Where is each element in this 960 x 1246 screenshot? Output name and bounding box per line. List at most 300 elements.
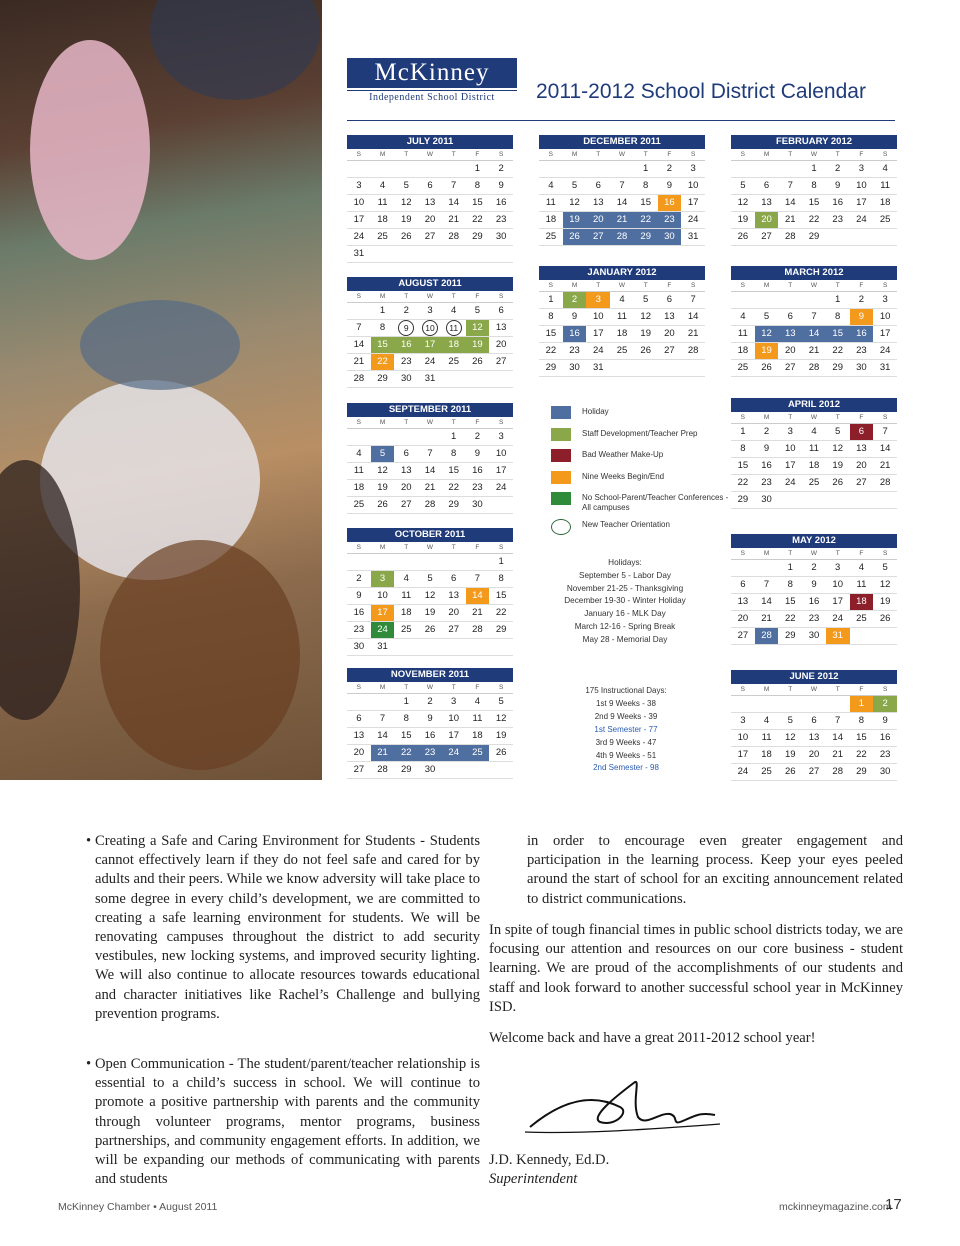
empty-day xyxy=(442,246,466,263)
day-cell: 7 xyxy=(826,713,850,730)
day-cell: 7 xyxy=(442,178,466,195)
footer-website: mckinneymagazine.com xyxy=(779,1201,892,1213)
day-cell: 9 xyxy=(658,178,682,195)
weekday-label: S xyxy=(347,149,371,161)
weekday-label: S xyxy=(731,548,755,560)
empty-day xyxy=(755,696,779,713)
day-cell: 10 xyxy=(778,441,802,458)
day-cell: 6 xyxy=(755,178,779,195)
empty-day xyxy=(489,246,513,263)
day-cell: 16 xyxy=(418,728,442,745)
empty-day xyxy=(371,694,395,711)
day-cell: 5 xyxy=(731,178,755,195)
empty-day xyxy=(489,497,513,514)
day-cell: 2 xyxy=(563,292,587,309)
day-cell: 21 xyxy=(442,212,466,229)
weekday-label: F xyxy=(658,280,682,292)
empty-day xyxy=(442,554,466,571)
day-cell: 18 xyxy=(755,747,779,764)
day-cell: 29 xyxy=(466,229,490,246)
day-cell: 22 xyxy=(634,212,658,229)
signer-name: J.D. Kennedy, Ed.D. xyxy=(489,1152,610,1168)
month-days xyxy=(347,417,513,514)
empty-day xyxy=(371,554,395,571)
weekday-label: S xyxy=(539,149,563,161)
day-cell: 27 xyxy=(658,343,682,360)
weekday-label: F xyxy=(850,684,874,696)
day-cell: 17 xyxy=(489,463,513,480)
weekday-label: F xyxy=(850,149,874,161)
empty-day xyxy=(826,696,850,713)
day-cell: 8 xyxy=(802,178,826,195)
day-cell: 4 xyxy=(371,178,395,195)
day-cell: 30 xyxy=(755,492,779,509)
footer-publication: McKinney Chamber • August 2011 xyxy=(58,1201,218,1213)
day-cell: 30 xyxy=(802,628,826,645)
day-cell: 15 xyxy=(802,195,826,212)
day-cell: 14 xyxy=(347,337,371,354)
day-cell: 6 xyxy=(418,178,442,195)
day-cell: 11 xyxy=(466,711,490,728)
day-cell: 24 xyxy=(489,480,513,497)
day-cell: 9 xyxy=(466,446,490,463)
empty-day xyxy=(394,639,418,656)
day-cell: 13 xyxy=(802,730,826,747)
day-cell: 6 xyxy=(586,178,610,195)
day-cell: 12 xyxy=(371,463,395,480)
weekday-label: S xyxy=(489,149,513,161)
day-cell: 8 xyxy=(489,571,513,588)
day-cell: 6 xyxy=(802,713,826,730)
day-cell: 8 xyxy=(371,320,395,337)
month-november-2011 xyxy=(347,668,513,779)
day-cell: 7 xyxy=(371,711,395,728)
instr-line: 4th 9 Weeks - 51 xyxy=(595,750,657,760)
day-cell: 17 xyxy=(731,747,755,764)
day-cell: 6 xyxy=(394,446,418,463)
day-cell: 12 xyxy=(634,309,658,326)
day-cell: 13 xyxy=(850,441,874,458)
day-cell: 4 xyxy=(731,309,755,326)
day-cell: 5 xyxy=(394,178,418,195)
empty-day xyxy=(489,371,513,388)
day-cell: 27 xyxy=(586,229,610,246)
day-cell: 1 xyxy=(489,554,513,571)
legend-swatch xyxy=(551,428,571,441)
day-cell: 12 xyxy=(418,588,442,605)
legend-swatch xyxy=(551,492,571,505)
day-cell: 30 xyxy=(850,360,874,377)
empty-day xyxy=(586,161,610,178)
day-cell: 21 xyxy=(873,458,897,475)
weekday-label: M xyxy=(755,149,779,161)
day-cell: 28 xyxy=(371,762,395,779)
day-cell: 18 xyxy=(466,728,490,745)
day-cell: 15 xyxy=(634,195,658,212)
day-cell: 11 xyxy=(802,441,826,458)
empty-day xyxy=(778,696,802,713)
day-cell: 18 xyxy=(731,343,755,360)
day-cell: 28 xyxy=(802,360,826,377)
day-cell: 24 xyxy=(873,343,897,360)
day-cell: 22 xyxy=(731,475,755,492)
empty-day xyxy=(489,639,513,656)
day-cell: 7 xyxy=(466,571,490,588)
day-cell: 28 xyxy=(347,371,371,388)
day-cell: 29 xyxy=(778,628,802,645)
day-cell: 21 xyxy=(466,605,490,622)
legend-swatch xyxy=(551,471,571,484)
day-cell: 16 xyxy=(873,730,897,747)
photo-shape xyxy=(30,40,150,260)
day-cell: 12 xyxy=(731,195,755,212)
weekday-label: S xyxy=(873,548,897,560)
day-cell: 13 xyxy=(442,588,466,605)
day-cell: 14 xyxy=(418,463,442,480)
day-cell: 19 xyxy=(826,458,850,475)
day-cell: 13 xyxy=(731,594,755,611)
day-cell: 9 xyxy=(873,713,897,730)
day-cell: 22 xyxy=(371,354,395,371)
day-cell: 11 xyxy=(539,195,563,212)
day-cell: 5 xyxy=(755,309,779,326)
day-cell: 11 xyxy=(755,730,779,747)
day-cell: 1 xyxy=(778,560,802,577)
day-cell: 26 xyxy=(778,764,802,781)
day-cell: 1 xyxy=(394,694,418,711)
day-cell: 21 xyxy=(347,354,371,371)
legend-item xyxy=(551,490,731,517)
month-february-2012 xyxy=(731,135,897,246)
empty-day xyxy=(802,696,826,713)
day-cell: 22 xyxy=(802,212,826,229)
day-cell: 19 xyxy=(778,747,802,764)
day-cell: 20 xyxy=(489,337,513,354)
day-cell: 20 xyxy=(658,326,682,343)
day-cell: 18 xyxy=(802,458,826,475)
day-cell: 2 xyxy=(658,161,682,178)
legend-swatch xyxy=(551,406,571,419)
day-cell: 2 xyxy=(826,161,850,178)
day-cell: 25 xyxy=(610,343,634,360)
day-cell: 7 xyxy=(778,178,802,195)
day-cell: 27 xyxy=(394,497,418,514)
legend-item xyxy=(551,517,731,539)
month-header: OCTOBER 2011 xyxy=(347,528,513,542)
day-cell: 12 xyxy=(755,326,779,343)
day-cell: 18 xyxy=(347,480,371,497)
weekday-label: F xyxy=(466,417,490,429)
weekday-label: F xyxy=(850,412,874,424)
weekday-label: T xyxy=(778,280,802,292)
weekday-label: S xyxy=(731,149,755,161)
weekday-label: S xyxy=(681,280,705,292)
day-cell: 24 xyxy=(826,611,850,628)
legend-label: Nine Weeks Begin/End xyxy=(582,471,665,481)
day-cell: 25 xyxy=(850,611,874,628)
day-cell: 10 xyxy=(371,588,395,605)
empty-day xyxy=(466,371,490,388)
legend-swatch xyxy=(551,519,571,535)
day-cell: 24 xyxy=(347,229,371,246)
holiday-item: January 16 - MLK Day xyxy=(584,609,666,619)
empty-day xyxy=(755,161,779,178)
empty-day xyxy=(778,161,802,178)
day-cell: 10 xyxy=(489,446,513,463)
weekday-label: W xyxy=(418,417,442,429)
day-cell: 7 xyxy=(681,292,705,309)
day-cell: 16 xyxy=(466,463,490,480)
day-cell: 2 xyxy=(489,161,513,178)
day-cell: 14 xyxy=(755,594,779,611)
day-cell: 10 xyxy=(586,309,610,326)
day-cell: 31 xyxy=(873,360,897,377)
day-cell: 5 xyxy=(371,446,395,463)
day-cell: 9 xyxy=(826,178,850,195)
weekday-label: S xyxy=(489,291,513,303)
instr-line: 3rd 9 Weeks - 47 xyxy=(595,737,657,747)
weekday-label: S xyxy=(489,682,513,694)
day-cell: 4 xyxy=(755,713,779,730)
day-cell: 30 xyxy=(418,762,442,779)
weekday-label: S xyxy=(873,280,897,292)
day-cell: 10 xyxy=(347,195,371,212)
bullet-dot: • xyxy=(86,1056,92,1072)
day-cell: 21 xyxy=(826,747,850,764)
day-cell: 9 xyxy=(755,441,779,458)
weekday-label: T xyxy=(394,149,418,161)
day-cell: 19 xyxy=(755,343,779,360)
weekday-label: S xyxy=(873,412,897,424)
day-cell: 25 xyxy=(442,354,466,371)
month-header: JANUARY 2012 xyxy=(539,266,705,280)
month-header: NOVEMBER 2011 xyxy=(347,668,513,682)
empty-day xyxy=(466,639,490,656)
empty-day xyxy=(489,762,513,779)
day-cell: 8 xyxy=(850,713,874,730)
empty-day xyxy=(442,762,466,779)
day-cell: 16 xyxy=(489,195,513,212)
day-cell: 11 xyxy=(394,588,418,605)
empty-day xyxy=(873,628,897,645)
day-cell: 14 xyxy=(873,441,897,458)
day-cell: 24 xyxy=(371,622,395,639)
day-cell: 17 xyxy=(681,195,705,212)
empty-day xyxy=(634,360,658,377)
day-cell: 27 xyxy=(347,762,371,779)
day-cell: 2 xyxy=(418,694,442,711)
day-cell: 6 xyxy=(658,292,682,309)
day-cell: 4 xyxy=(442,303,466,320)
day-cell: 20 xyxy=(394,480,418,497)
day-cell: 29 xyxy=(826,360,850,377)
day-cell: 5 xyxy=(563,178,587,195)
weekday-label: T xyxy=(778,412,802,424)
day-cell: 13 xyxy=(755,195,779,212)
day-cell: 1 xyxy=(850,696,874,713)
weekday-label: S xyxy=(347,417,371,429)
day-cell: 18 xyxy=(850,594,874,611)
instr-line: 2nd 9 Weeks - 39 xyxy=(594,711,658,721)
day-cell: 31 xyxy=(418,371,442,388)
day-cell: 17 xyxy=(418,337,442,354)
day-cell: 4 xyxy=(466,694,490,711)
weekday-label: W xyxy=(802,548,826,560)
day-cell: 21 xyxy=(681,326,705,343)
day-cell: 17 xyxy=(826,594,850,611)
day-cell: 2 xyxy=(873,696,897,713)
day-cell: 19 xyxy=(371,480,395,497)
empty-day xyxy=(347,694,371,711)
day-cell: 1 xyxy=(371,303,395,320)
weekday-label: T xyxy=(442,682,466,694)
day-cell: 21 xyxy=(418,480,442,497)
day-cell: 25 xyxy=(539,229,563,246)
day-cell: 14 xyxy=(371,728,395,745)
day-cell: 30 xyxy=(347,639,371,656)
day-cell: 28 xyxy=(681,343,705,360)
instr-line: 1st 9 Weeks - 38 xyxy=(596,698,656,708)
day-cell: 13 xyxy=(394,463,418,480)
day-cell: 24 xyxy=(681,212,705,229)
day-cell: 12 xyxy=(394,195,418,212)
empty-day xyxy=(466,762,490,779)
empty-day xyxy=(681,360,705,377)
day-cell: 24 xyxy=(731,764,755,781)
day-cell: 24 xyxy=(586,343,610,360)
empty-day xyxy=(466,246,490,263)
month-days xyxy=(347,542,513,656)
day-cell: 8 xyxy=(634,178,658,195)
day-cell: 25 xyxy=(466,745,490,762)
empty-day xyxy=(850,229,874,246)
month-july-2011 xyxy=(347,135,513,263)
day-cell: 24 xyxy=(442,745,466,762)
weekday-label: W xyxy=(418,149,442,161)
legend-label: Bad Weather Make-Up xyxy=(582,450,664,459)
weekday-label: W xyxy=(802,684,826,696)
day-cell: 12 xyxy=(826,441,850,458)
legend-label: Holiday xyxy=(582,407,609,416)
weekday-label: T xyxy=(634,149,658,161)
empty-day xyxy=(394,246,418,263)
day-cell: 12 xyxy=(873,577,897,594)
weekday-label: S xyxy=(731,280,755,292)
day-cell: 25 xyxy=(371,229,395,246)
day-cell: 23 xyxy=(755,475,779,492)
bullet-dot: • xyxy=(86,833,92,849)
weekday-label: S xyxy=(731,412,755,424)
day-cell: 15 xyxy=(394,728,418,745)
day-cell: 23 xyxy=(466,480,490,497)
day-cell: 10 xyxy=(850,178,874,195)
weekday-label: T xyxy=(442,149,466,161)
day-cell: 23 xyxy=(563,343,587,360)
month-december-2011 xyxy=(539,135,705,246)
day-cell: 11 xyxy=(347,463,371,480)
day-cell: 5 xyxy=(873,560,897,577)
day-cell: 30 xyxy=(394,371,418,388)
empty-day xyxy=(418,161,442,178)
day-cell: 28 xyxy=(873,475,897,492)
weekday-label: T xyxy=(826,280,850,292)
instr-line: 1st Semester - 77 xyxy=(594,724,658,734)
signature xyxy=(520,1072,730,1152)
day-cell: 31 xyxy=(826,628,850,645)
day-cell: 15 xyxy=(489,588,513,605)
day-cell: 23 xyxy=(347,622,371,639)
weekday-label: W xyxy=(418,291,442,303)
empty-day xyxy=(371,161,395,178)
day-cell: 18 xyxy=(371,212,395,229)
day-cell: 29 xyxy=(850,764,874,781)
weekday-label: S xyxy=(539,280,563,292)
month-header: SEPTEMBER 2011 xyxy=(347,403,513,417)
day-cell: 6 xyxy=(442,571,466,588)
day-cell: 27 xyxy=(778,360,802,377)
day-cell: 15 xyxy=(778,594,802,611)
day-cell: 2 xyxy=(802,560,826,577)
empty-day xyxy=(394,554,418,571)
calendar-title: 2011-2012 School District Calendar xyxy=(536,80,866,103)
day-cell: 26 xyxy=(418,622,442,639)
day-cell: 19 xyxy=(563,212,587,229)
legend-label: Staff Development/Teacher Prep xyxy=(582,428,698,438)
instructional-days xyxy=(551,685,701,775)
day-cell: 13 xyxy=(347,728,371,745)
day-cell: 9 xyxy=(347,588,371,605)
day-cell: 3 xyxy=(873,292,897,309)
legend-item xyxy=(551,447,731,469)
day-cell: 1 xyxy=(731,424,755,441)
day-cell: 19 xyxy=(466,337,490,354)
day-cell: 8 xyxy=(731,441,755,458)
logo-name: McKinney xyxy=(347,58,517,88)
day-cell: 18 xyxy=(394,605,418,622)
day-cell: 17 xyxy=(586,326,610,343)
photo-shape xyxy=(80,300,240,390)
empty-day xyxy=(755,560,779,577)
day-cell: 2 xyxy=(347,571,371,588)
legend-label: No School-Parent/Teacher Conferences - All campuses xyxy=(582,493,729,512)
day-cell: 16 xyxy=(394,337,418,354)
month-days xyxy=(731,412,897,509)
weekday-label: S xyxy=(347,542,371,554)
day-cell: 10 xyxy=(418,320,442,337)
empty-day xyxy=(731,560,755,577)
empty-day xyxy=(371,246,395,263)
weekday-label: S xyxy=(681,149,705,161)
weekday-label: M xyxy=(371,542,395,554)
paragraph-core-business: In spite of tough financial times in public school districts today, we are focusing our attention and resources on our core business - student learning. We are proud of the accomplishments of our students and staff and look forward to another successful school year in McKinney ISD. xyxy=(489,922,903,1015)
month-august-2011 xyxy=(347,277,513,388)
weekday-label: T xyxy=(394,682,418,694)
month-days xyxy=(731,548,897,645)
day-cell: 3 xyxy=(442,694,466,711)
weekday-label: T xyxy=(394,417,418,429)
month-days xyxy=(539,280,705,377)
day-cell: 14 xyxy=(466,588,490,605)
day-cell: 26 xyxy=(873,611,897,628)
empty-day xyxy=(442,161,466,178)
day-cell: 3 xyxy=(850,161,874,178)
day-cell: 30 xyxy=(563,360,587,377)
day-cell: 22 xyxy=(442,480,466,497)
page-number: 17 xyxy=(885,1196,902,1213)
day-cell: 14 xyxy=(778,195,802,212)
day-cell: 23 xyxy=(489,212,513,229)
paragraph-welcome: Welcome back and have a great 2011-2012 school year! xyxy=(489,1030,816,1046)
